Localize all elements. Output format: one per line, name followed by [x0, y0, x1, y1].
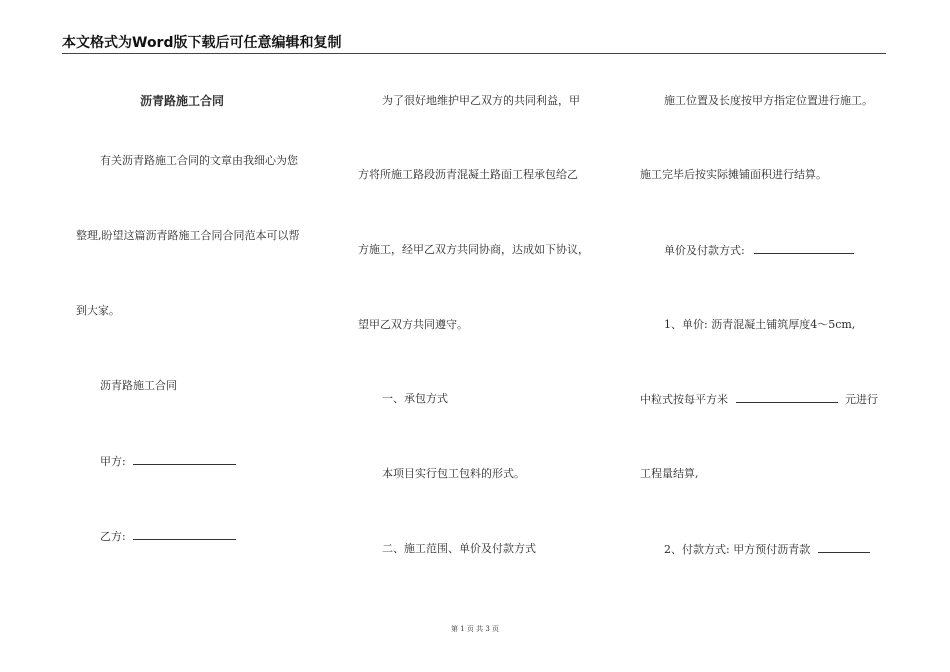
party-a-label: 甲方:: [100, 455, 126, 468]
section-1-text: 本项目实行包工包料的形式。: [382, 467, 525, 480]
unit-price-line: [664, 243, 854, 258]
document-header: 本文格式为Word版下载后可任意编辑和复制: [62, 35, 886, 54]
col2-line-2: 方将所施工路段沥青混凝土路面工程承包给乙: [358, 168, 578, 181]
col2-line-3: 方施工，经甲乙双方共同协商，达成如下协议，: [358, 243, 589, 256]
price-per-sqm-suffix: 元进行: [845, 393, 878, 406]
col2-line-4: 望甲乙双方共同遵守。: [358, 318, 468, 331]
party-b-label: 乙方:: [100, 530, 126, 543]
unit-price-label: 单价及付款方式:: [664, 244, 745, 257]
payment-line: [664, 542, 870, 557]
col2-line-1: 为了很好地维护甲乙双方的共同利益，甲: [382, 94, 580, 107]
contract-subtitle: 沥青路施工合同: [100, 379, 177, 392]
intro-line-2: 整理,盼望这篇沥青路施工合同合同范本可以帮: [76, 229, 300, 242]
intro-line-3: 到大家。: [76, 304, 120, 317]
unit-price-blank: [754, 243, 854, 254]
party-a-line: [100, 454, 236, 469]
intro-line-1: 有关沥青路施工合同的文章由我细心为您: [100, 154, 298, 167]
col3-line-6: 工程量结算,: [640, 467, 699, 480]
section-2-heading: 二、施工范围、单价及付款方式: [382, 542, 536, 555]
payment-label: 2、付款方式: 甲方预付沥青款: [664, 543, 811, 556]
party-b-line: [100, 529, 236, 544]
col3-line-2: 施工完毕后按实际摊铺面积进行结算。: [640, 168, 827, 181]
col3-line-4: 1、单价: 沥青混凝土铺筑厚度4～5cm,: [664, 318, 856, 331]
payment-blank: [818, 542, 870, 553]
price-per-sqm-label: 中粒式按每平方米: [640, 393, 728, 406]
col3-line-1: 施工位置及长度按甲方指定位置进行施工。: [664, 94, 873, 107]
page-number: 第 1 页 共 3 页: [450, 625, 500, 633]
section-1-heading: 一、承包方式: [382, 392, 448, 405]
contract-title: 沥青路施工合同: [140, 94, 225, 108]
party-b-blank: [133, 529, 236, 540]
party-a-blank: [133, 454, 236, 465]
price-per-sqm-line: [640, 392, 878, 407]
price-per-sqm-blank: [736, 392, 838, 403]
